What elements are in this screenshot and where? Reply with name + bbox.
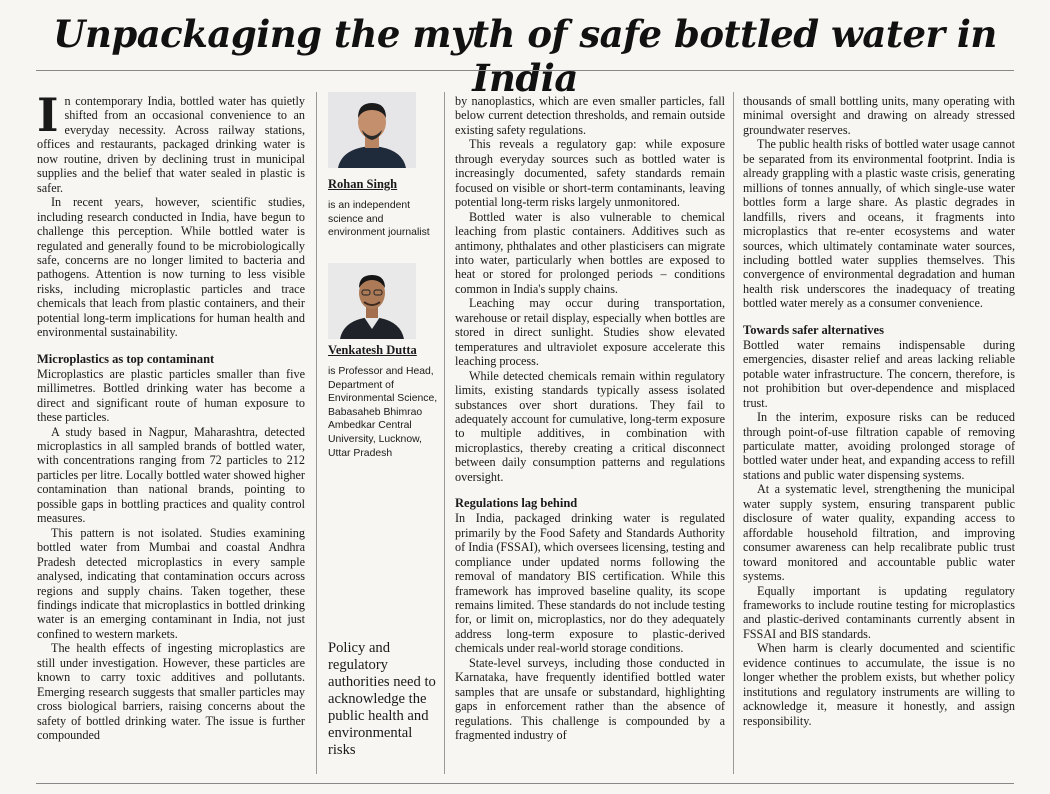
paragraph: Leaching may occur during transportation, warehouse or retail display, especially when bottles are stored in direct sunlight. Studies show elevated temperatures and ultraviolet exposure accelerate this leaching process. bbox=[455, 296, 725, 369]
column-4 bbox=[743, 94, 1015, 728]
author-bio: is Professor and Head, Department of Environmental Science, Babasaheb Bhimrao Ambedkar Central University, Lucknow, Uttar Pradesh bbox=[328, 366, 438, 459]
paragraph: Bottled water is also vulnerable to chemical leaching from plastic containers. Additives such as antimony, phthalates and other plasticisers can migrate into water, particularly when bottles are exposed to heat or stored for prolonged periods – conditions common in India's supply chains. bbox=[455, 209, 725, 296]
column-divider bbox=[316, 92, 317, 774]
paragraph: State-level surveys, including those conducted in Karnataka, have frequently identified bottled water samples that are unsafe or substandard, highlighting gaps in enforcement rather than the absence of regulations. This challenge is compounded by a fragmented industry of bbox=[455, 655, 725, 743]
paragraph: This reveals a regulatory gap: while exposure through everyday sources such as bottled water is increasingly documented, safety standards remain focused on visible or short-term contaminants, leaving potential long-term risks largely unmonitored. bbox=[455, 137, 725, 210]
author-bio: is an independent science and environment journalist bbox=[328, 200, 430, 239]
paragraph: In India, packaged drinking water is regulated primarily by the Food Safety and Standards Authority of India (FSSAI), which oversees licensing, testing and compliance under updated norms following the removal of mandatory BIS certification. While this framework has improved baseline quality, its scope remains limited. These standards do not include testing for, or limit on, microplastics, nor do they adequately address long-term exposure to plastic-derived chemicals under real-world storage conditions. bbox=[455, 511, 725, 656]
paragraph: Microplastics are plastic particles smaller than five millimetres. Bottled drinking water has become a direct and significant route of human exposure to these particles. bbox=[37, 366, 305, 425]
headline: Unpackaging the myth of safe bottled water in India bbox=[53, 12, 997, 100]
author-photo bbox=[328, 92, 416, 168]
paragraph: thousands of small bottling units, many operating with minimal oversight and drawing on already stressed groundwater reserves. bbox=[743, 94, 1015, 137]
top-rule bbox=[36, 70, 1014, 71]
column-divider bbox=[444, 92, 445, 774]
drop-cap: I bbox=[37, 88, 59, 142]
bottom-rule bbox=[36, 783, 1014, 784]
paragraph: In the interim, exposure risks can be reduced through point-of-use filtration capable of removing particulate matter, avoiding prolonged storage of bottled water under heat, and expanding access to refill stations and public water dispensing systems. bbox=[743, 410, 1015, 482]
paragraph: This pattern is not isolated. Studies examining bottled water from Mumbai and coastal Andhra Pradesh detected microplastics in every sample analysed, indicating that contamination occurs across regions and supply chains. Taken together, these findings indicate that microplastics in bottled drinking water is an emerging contaminant in India, not just confined to western markets. bbox=[37, 525, 305, 641]
paragraph bbox=[37, 88, 305, 195]
column-3 bbox=[455, 94, 725, 742]
paragraph: At a systematic level, strengthening the municipal water supply system, ensuring transparent public disclosure of water quality, expanding access to affordable household filtration, and improving consumer awareness can help recalibrate public trust toward monitored and accountable public water systems. bbox=[743, 482, 1015, 584]
subheading: Towards safer alternatives bbox=[743, 322, 884, 337]
paragraph: by nanoplastics, which are even smaller particles, fall below current detection thresholds, and remain outside existing safety regulations. bbox=[455, 94, 725, 137]
paragraph: When harm is clearly documented and scientific evidence continues to accumulate, the issue is no longer whether the problem exists, but whether policy institutions and regulatory instruments are willing to acknowledge it, measure it honestly, and assign responsibility. bbox=[743, 641, 1015, 728]
paragraph: Equally important is updating regulatory frameworks to include routine testing for microplastics and plastic-derived contaminants currently absent in FSSAI and BIS standards. bbox=[743, 583, 1015, 641]
paragraph-text: n contemporary India, bottled water has quietly shifted from an occasional convenience to an everyday necessity. Across railway stations, offices and restaurants, packaged drinking water is now routine, driven by declining trust in municipal supplies and the belief that water sealed in plastic is safer. bbox=[37, 94, 305, 195]
paragraph: Bottled water remains indispensable during emergencies, disaster relief and areas lacking reliable potable water infrastructure. The concern, therefore, is not prohibition but over-dependence and misplaced trust. bbox=[743, 337, 1015, 410]
paragraph: In recent years, however, scientific studies, including research conducted in India, have begun to challenge this perception. While bottled water is regulated and generally found to be microbiologically safe, concerns are no longer limited to bacteria and pathogens. Attention is now turning to less visible risks, including microplastic particles and trace chemicals that leach from plastic containers, and their potential long-term implications for human health and environmental sustainability. bbox=[37, 195, 305, 340]
paragraph: The health effects of ingesting microplastics are still under investigation. However, these particles are known to carry toxic additives and pollutants. Emerging research suggests that smaller particles may cross biological barriers, raising concerns about the safety of bottled drinking water. The issue is further compounded bbox=[37, 641, 305, 743]
paragraph: The public health risks of bottled water usage cannot be separated from its environmental footprint. India is already grappling with a plastic waste crisis, generating millions of tonnes annually, of which single-use water bottles form a large share. As plastic degrades in landfills, rivers and oceans, it fragments into microplastics that re-enter ecosystems and water sources, which ultimately contaminate water sources, including bottled water supplies themselves. This convergence of environmental degradation and human health risk underscores the inadequacy of treating bottled water merely as a consumer convenience. bbox=[743, 137, 1015, 311]
author-name: Rohan Singh bbox=[328, 177, 398, 191]
column-1 bbox=[37, 88, 305, 743]
pull-quote: Policy and regulatory authorities need to acknowledge the public health and environmental risks bbox=[328, 640, 436, 758]
subheading: Microplastics as top contaminant bbox=[37, 351, 215, 366]
subheading: Regulations lag behind bbox=[455, 496, 578, 511]
paragraph: While detected chemicals remain within regulatory limits, existing standards typically assess isolated substances over short durations. They fail to adequately account for cumulative, long-term exposure to multiple additives, in combination with microplastics, thereby creating a critical disconnect between daily consumption patterns and regulations oversight. bbox=[455, 368, 725, 484]
author-photo bbox=[328, 263, 416, 339]
author-name: Venkatesh Dutta bbox=[328, 343, 417, 357]
paragraph: A study based in Nagpur, Maharashtra, detected microplastics in all sampled brands of bottled water, with concentrations ranging from 72 particles to 212 particles per litre. Locally bottled water showed higher contamination than national brands, pointing to possible gaps in bottling practices and quality control measures. bbox=[37, 424, 305, 526]
column-divider bbox=[733, 92, 734, 774]
